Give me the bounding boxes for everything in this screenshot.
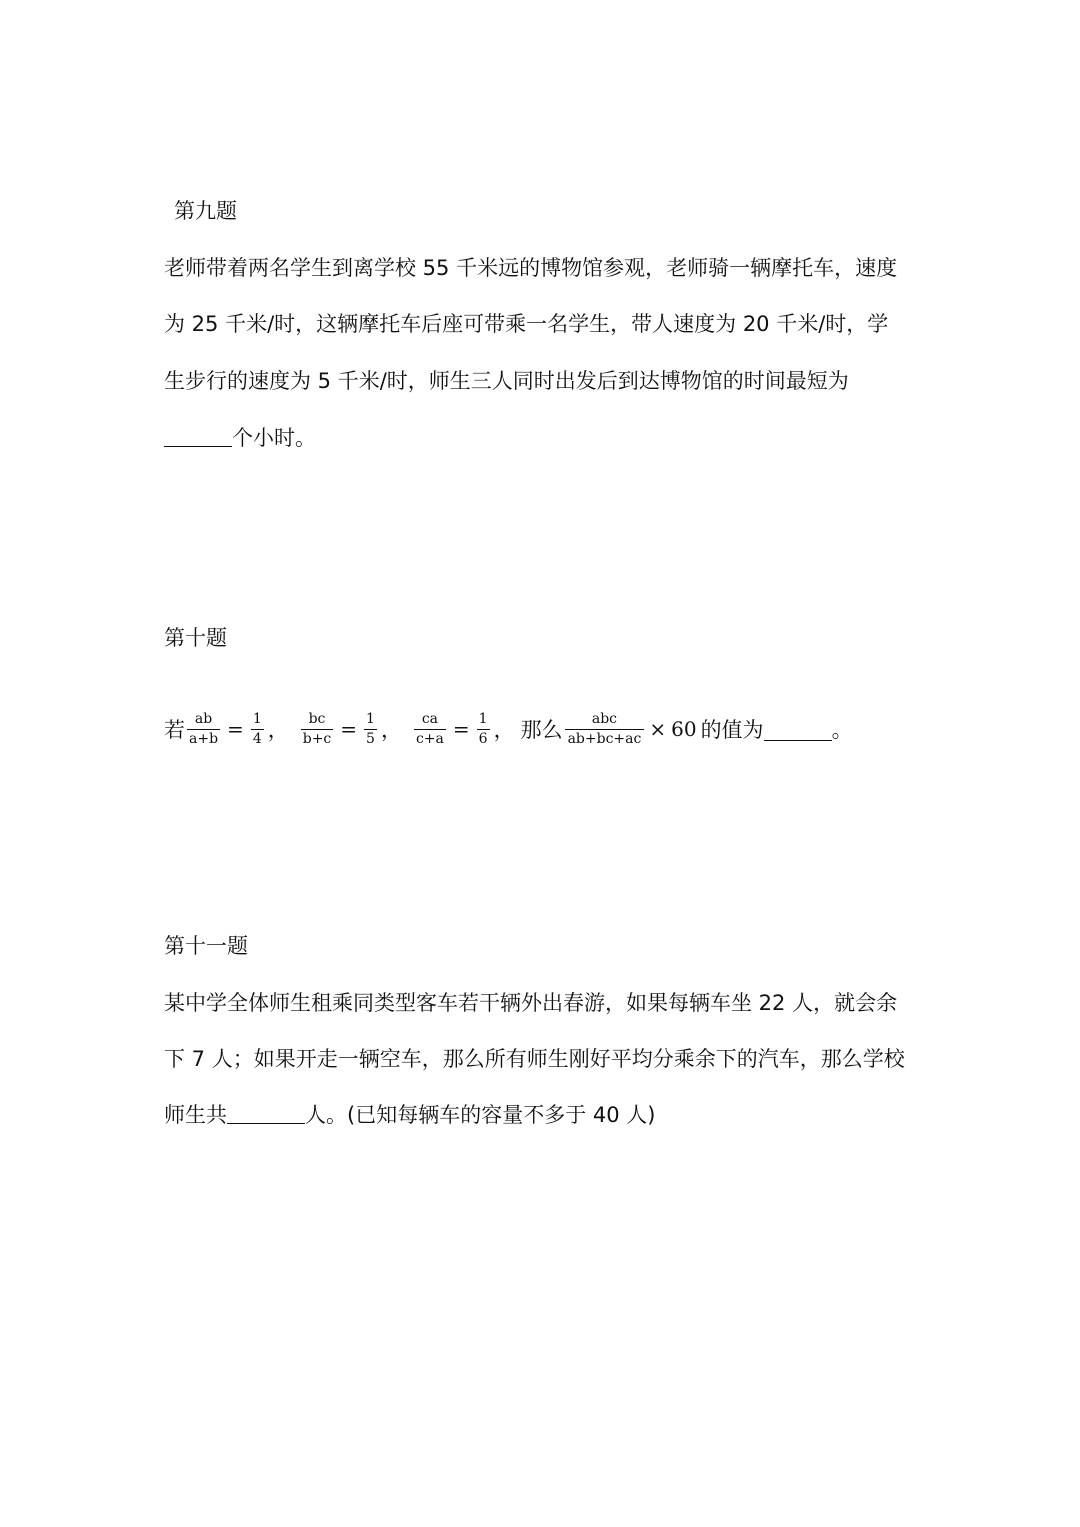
q10-then: 那么 (520, 718, 563, 742)
fraction-abc-over-sum (565, 711, 645, 748)
fraction-bc-over-b-plus-c (301, 711, 334, 748)
fraction-one-sixth (477, 711, 490, 748)
q9-line-4 (164, 423, 316, 453)
fraction-numerator: 1 (366, 710, 375, 727)
q11-title: 第十一题 (164, 934, 248, 958)
q9-line-1: 老师带着两名学生到离学校 55 千米远的博物馆参观，老师骑一辆摩托车，速度 (164, 256, 898, 280)
q10-suffix: 的值为 (700, 718, 764, 742)
fraction-numerator: 1 (478, 710, 488, 727)
fraction-numerator: 1 (252, 710, 262, 727)
q10-prefix: 若 (164, 718, 185, 742)
q10-equation (164, 706, 853, 752)
fraction-numerator: ab (194, 710, 213, 727)
q11-prefix: 师生共 (164, 1103, 227, 1127)
fraction-denominator: 4 (252, 730, 262, 747)
equals-sign: = (227, 717, 244, 741)
q9-line-3: 生步行的速度为 5 千米/时，师生三人同时出发后到达博物馆的时间最短为 (164, 369, 849, 393)
fraction-denominator: c+a (415, 730, 444, 747)
answer-blank (227, 1101, 305, 1124)
q10-period: 。 (831, 718, 853, 742)
comma: ， (493, 718, 515, 742)
q11-line-1: 某中学全体师生租乘同类型客车若干辆外出春游，如果每辆车坐 22 人，就会余 (164, 991, 898, 1015)
q11-body (164, 988, 924, 1138)
q9-line-2: 为 25 千米/时，这辆摩托车后座可带乘一名学生，带人速度为 20 千米/时，学 (164, 312, 889, 336)
fraction-numerator: abc (591, 710, 618, 727)
fraction-denominator: ab+bc+ac (565, 729, 645, 748)
answer-blank (164, 424, 232, 447)
comma: ， (267, 718, 289, 742)
fraction-denominator: 5 (366, 730, 375, 747)
q9-title: 第九题 (174, 199, 237, 223)
times-sign: × (649, 717, 667, 741)
q10-factor: 60 (671, 717, 697, 741)
q9-suffix: 个小时。 (232, 426, 316, 450)
q10-title: 第十题 (164, 626, 227, 650)
q11-suffix: 人。(已知每辆车的容量不多于 40 人) (305, 1103, 656, 1127)
fraction-ca-over-c-plus-a (414, 711, 446, 748)
comma: ， (380, 718, 402, 742)
answer-blank (764, 718, 832, 741)
q11-line-2: 下 7 人；如果开走一辆空车，那么所有师生刚好平均分乘余下的汽车，那么学校 (164, 1047, 905, 1071)
fraction-numerator: ca (421, 710, 439, 727)
fraction-denominator: a+b (189, 730, 219, 747)
fraction-denominator: b+c (302, 730, 332, 747)
fraction-denominator: 6 (478, 730, 488, 747)
fraction-ab-over-a-plus-b (187, 711, 220, 748)
fraction-numerator: bc (308, 710, 326, 727)
equals-sign: = (452, 717, 470, 741)
q11-line-3 (164, 1100, 655, 1130)
q9-body (164, 253, 924, 453)
fraction-one-fifth (364, 711, 377, 748)
fraction-one-quarter (251, 711, 264, 748)
equals-sign: = (340, 717, 358, 741)
